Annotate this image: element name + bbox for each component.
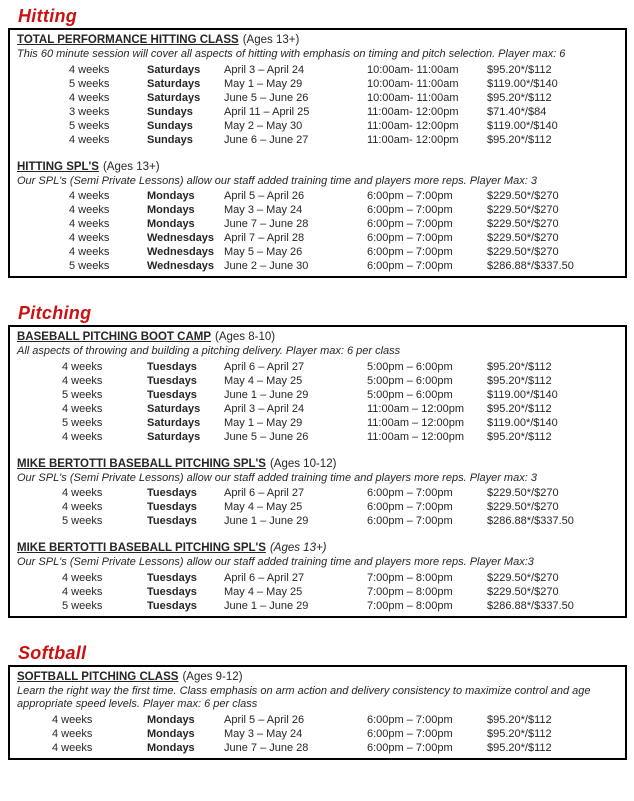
cell-dates: April 5 – April 26 <box>224 190 305 202</box>
cell-dates: June 2 – June 30 <box>224 260 309 272</box>
table-row <box>14 231 621 245</box>
schedule-rows <box>14 360 621 444</box>
cell-day: Sundays <box>147 105 193 118</box>
class-block <box>14 670 621 755</box>
cell-price: $229.50*/$270 <box>487 246 559 258</box>
cell-day: Mondays <box>147 204 195 216</box>
cell-dates: May 2 – May 30 <box>224 119 303 132</box>
cell-dates: May 1 – May 29 <box>224 416 303 429</box>
cell-day: Saturdays <box>147 430 201 443</box>
cell-time: 5:00pm – 6:00pm <box>367 388 453 401</box>
class-title: SOFTBALL PITCHING CLASS <box>17 670 179 683</box>
table-row <box>14 514 621 528</box>
cell-day: Saturdays <box>147 77 201 90</box>
class-block <box>14 160 621 274</box>
schedule-rows <box>14 486 621 528</box>
class-box-pitching <box>8 325 627 618</box>
table-row <box>14 585 621 599</box>
cell-time: 6:00pm – 7:00pm <box>367 713 453 726</box>
cell-price: $286.88*/$337.50 <box>487 515 574 527</box>
class-description: Learn the right way the first time. Class emphasis on arm action and delivery consistency to maximize control and age appropriate speed levels. Player max: 6 per class <box>17 684 591 710</box>
cell-weeks: 4 weeks <box>62 571 103 584</box>
table-row <box>14 713 621 727</box>
cell-price: $119.00*/$140 <box>487 388 558 401</box>
cell-price: $286.88*/$337.50 <box>487 260 574 272</box>
cell-weeks: 4 weeks <box>69 232 110 244</box>
class-title-line <box>14 33 621 48</box>
table-row <box>14 486 621 500</box>
cell-price: $229.50*/$270 <box>487 190 559 202</box>
cell-price: $95.20*/$112 <box>487 374 552 387</box>
cell-day: Saturdays <box>147 63 201 76</box>
cell-dates: April 6 – April 27 <box>224 360 305 373</box>
cell-day: Tuesdays <box>147 374 197 387</box>
class-title: MIKE BERTOTTI BASEBALL PITCHING SPL'S <box>17 457 266 470</box>
cell-dates: May 1 – May 29 <box>224 77 303 90</box>
schedule-rows <box>14 713 621 755</box>
cell-time: 11:00am – 12:00pm <box>367 430 465 443</box>
section-hitting <box>8 6 627 278</box>
cell-day: Tuesdays <box>147 487 197 499</box>
cell-dates: June 1 – June 29 <box>224 388 309 401</box>
cell-day: Tuesdays <box>147 599 197 612</box>
class-title: BASEBALL PITCHING BOOT CAMP <box>17 331 212 343</box>
cell-time: 11:00am- 12:00pm <box>367 119 459 132</box>
table-row <box>14 388 621 402</box>
cell-price: $119.00*/$140 <box>487 77 558 90</box>
cell-day: Tuesdays <box>147 501 197 513</box>
table-row <box>14 430 621 444</box>
cell-day: Mondays <box>147 190 195 202</box>
cell-price: $286.88*/$337.50 <box>487 599 574 612</box>
class-title: HITTING SPL'S <box>17 160 99 173</box>
cell-weeks: 4 weeks <box>69 204 110 216</box>
cell-weeks: 4 weeks <box>62 585 103 598</box>
cell-price: $95.20*/$112 <box>487 360 552 373</box>
cell-dates: June 1 – June 29 <box>224 599 309 612</box>
cell-time: 6:00pm – 7:00pm <box>367 741 453 754</box>
cell-time: 7:00pm – 8:00pm <box>367 571 453 584</box>
schedule-rows <box>14 571 621 613</box>
class-title-line <box>14 670 621 685</box>
cell-time: 11:00am- 12:00pm <box>367 133 459 146</box>
class-box-hitting <box>8 28 627 278</box>
class-ages: (Ages 9-12) <box>182 670 243 683</box>
cell-weeks: 4 weeks <box>69 190 110 202</box>
cell-price: $229.50*/$270 <box>487 501 559 513</box>
class-ages: (Ages 13+) <box>242 34 300 46</box>
cell-time: 10:00am- 11:00am <box>367 77 459 90</box>
cell-weeks: 5 weeks <box>69 260 110 272</box>
schedule-rows <box>14 63 621 147</box>
class-title-line <box>14 330 621 345</box>
cell-time: 6:00pm – 7:00pm <box>367 246 453 258</box>
cell-dates: June 6 – June 27 <box>224 133 309 146</box>
cell-weeks: 4 weeks <box>69 63 110 76</box>
cell-dates: April 11 – April 25 <box>224 105 310 118</box>
cell-price: $95.20*/$112 <box>487 402 552 415</box>
table-row <box>14 500 621 514</box>
table-row <box>14 599 621 613</box>
cell-price: $229.50*/$270 <box>487 232 559 244</box>
table-row <box>14 105 621 119</box>
cell-weeks: 4 weeks <box>69 133 110 146</box>
cell-dates: May 4 – May 25 <box>224 501 303 513</box>
cell-weeks: 4 weeks <box>52 727 93 740</box>
cell-weeks: 5 weeks <box>69 77 110 90</box>
cell-dates: May 5 – May 26 <box>224 246 303 258</box>
class-box-softball <box>8 665 627 760</box>
class-block <box>14 541 621 613</box>
cell-price: $95.20*/$112 <box>487 713 552 726</box>
table-row <box>14 217 621 231</box>
cell-time: 10:00am- 11:00am <box>367 63 459 76</box>
class-title-line <box>14 457 621 472</box>
cell-day: Saturdays <box>147 402 201 415</box>
cell-weeks: 4 weeks <box>62 374 103 387</box>
cell-day: Tuesdays <box>147 388 197 401</box>
table-row <box>14 741 621 755</box>
table-row <box>14 91 621 105</box>
class-title: MIKE BERTOTTI BASEBALL PITCHING SPL'S <box>17 542 266 554</box>
section-heading-softball: Softball <box>18 642 87 663</box>
table-row <box>14 416 621 430</box>
cell-price: $229.50*/$270 <box>487 204 559 216</box>
cell-price: $119.00*/$140 <box>487 119 558 132</box>
table-row <box>14 245 621 259</box>
cell-day: Wednesdays <box>147 260 215 272</box>
cell-weeks: 5 weeks <box>62 388 103 401</box>
cell-price: $71.40*/$84 <box>487 105 547 118</box>
cell-day: Wednesdays <box>147 232 215 244</box>
cell-price: $95.20*/$112 <box>487 63 552 76</box>
cell-dates: May 3 – May 24 <box>224 727 303 740</box>
cell-day: Tuesdays <box>147 360 197 373</box>
table-row <box>14 402 621 416</box>
cell-dates: April 3 – April 24 <box>224 402 305 415</box>
cell-day: Tuesdays <box>147 571 197 584</box>
cell-weeks: 5 weeks <box>69 119 110 132</box>
cell-price: $95.20*/$112 <box>487 430 552 443</box>
cell-price: $119.00*/$140 <box>487 416 558 429</box>
cell-dates: May 3 – May 24 <box>224 204 303 216</box>
cell-time: 11:00am – 12:00pm <box>367 402 465 415</box>
cell-time: 7:00pm – 8:00pm <box>367 585 453 598</box>
cell-time: 6:00pm – 7:00pm <box>367 190 453 202</box>
cell-time: 6:00pm – 7:00pm <box>367 204 453 216</box>
class-description: This 60 minute session will cover all aspects of hitting with emphasis on timing and pitch selection. Player max: 6 <box>17 48 566 60</box>
cell-price: $229.50*/$270 <box>487 218 559 230</box>
cell-weeks: 4 weeks <box>69 246 110 258</box>
cell-dates: June 5 – June 26 <box>224 91 309 104</box>
cell-day: Mondays <box>147 727 195 740</box>
section-pitching <box>8 303 627 618</box>
cell-day: Tuesdays <box>147 515 197 527</box>
section-heading-pitching: Pitching <box>18 303 92 323</box>
cell-day: Mondays <box>147 218 195 230</box>
class-ages: (Ages 13+) <box>102 160 160 173</box>
cell-weeks: 5 weeks <box>62 515 103 527</box>
cell-time: 11:00am – 12:00pm <box>367 416 465 429</box>
class-block <box>14 330 621 444</box>
table-row <box>14 259 621 273</box>
class-title-line <box>14 160 621 175</box>
table-row <box>14 374 621 388</box>
cell-weeks: 4 weeks <box>52 713 93 726</box>
class-ages: (Ages 13+) <box>269 542 327 554</box>
cell-price: $229.50*/$270 <box>487 487 559 499</box>
class-block <box>14 33 621 147</box>
class-description: Our SPL's (Semi Private Lessons) allow our staff added training time and players more reps. Player Max: 3 <box>17 174 537 187</box>
table-row <box>14 727 621 741</box>
cell-time: 6:00pm – 7:00pm <box>367 487 453 499</box>
cell-time: 6:00pm – 7:00pm <box>367 515 453 527</box>
cell-time: 5:00pm – 6:00pm <box>367 360 453 373</box>
section-heading-hitting: Hitting <box>18 6 78 26</box>
cell-time: 6:00pm – 7:00pm <box>367 727 453 740</box>
cell-time: 6:00pm – 7:00pm <box>367 232 453 244</box>
cell-price: $95.20*/$112 <box>487 133 552 146</box>
class-ages: (Ages 8-10) <box>215 331 276 343</box>
cell-weeks: 5 weeks <box>62 599 103 612</box>
cell-weeks: 4 weeks <box>62 360 103 373</box>
cell-weeks: 3 weeks <box>69 105 110 118</box>
table-row <box>14 189 621 203</box>
cell-weeks: 4 weeks <box>52 741 93 754</box>
cell-time: 5:00pm – 6:00pm <box>367 374 453 387</box>
cell-price: $95.20*/$112 <box>487 727 552 740</box>
table-row <box>14 119 621 133</box>
class-title-line <box>14 541 621 556</box>
cell-time: 7:00pm – 8:00pm <box>367 599 453 612</box>
cell-dates: May 4 – May 25 <box>224 585 303 598</box>
table-row <box>14 203 621 217</box>
table-row <box>14 77 621 91</box>
cell-weeks: 4 weeks <box>62 487 103 499</box>
cell-dates: June 1 – June 29 <box>224 515 309 527</box>
cell-day: Sundays <box>147 133 193 146</box>
cell-weeks: 4 weeks <box>69 91 110 104</box>
cell-day: Saturdays <box>147 91 201 104</box>
class-description: All aspects of throwing and building a pitching delivery. Player max: 6 per class <box>17 345 401 357</box>
cell-day: Saturdays <box>147 416 201 429</box>
cell-day: Wednesdays <box>147 246 215 258</box>
cell-weeks: 4 weeks <box>69 218 110 230</box>
cell-dates: April 7 – April 28 <box>224 232 305 244</box>
cell-dates: April 6 – April 27 <box>224 487 305 499</box>
cell-dates: April 5 – April 26 <box>224 713 305 726</box>
cell-time: 6:00pm – 7:00pm <box>367 501 453 513</box>
cell-dates: June 7 – June 28 <box>224 741 309 754</box>
cell-dates: April 3 – April 24 <box>224 63 305 76</box>
cell-price: $229.50*/$270 <box>487 571 559 584</box>
cell-price: $95.20*/$112 <box>487 741 552 754</box>
cell-weeks: 4 weeks <box>62 501 103 513</box>
class-description: Our SPL's (Semi Private Lessons) allow our staff added training time and players more reps. Player max: 3 <box>17 471 537 484</box>
cell-dates: May 4 – May 25 <box>224 374 303 387</box>
cell-dates: June 7 – June 28 <box>224 218 309 230</box>
cell-weeks: 5 weeks <box>62 416 103 429</box>
cell-day: Mondays <box>147 713 195 726</box>
cell-price: $95.20*/$112 <box>487 91 552 104</box>
table-row <box>14 360 621 374</box>
class-description: Our SPL's (Semi Private Lessons) allow our staff added training time and players more reps. Player Max:3 <box>17 556 534 568</box>
cell-dates: April 6 – April 27 <box>224 571 305 584</box>
cell-day: Sundays <box>147 119 193 132</box>
class-block <box>14 457 621 529</box>
cell-day: Mondays <box>147 741 195 754</box>
table-row <box>14 133 621 147</box>
cell-price: $229.50*/$270 <box>487 585 559 598</box>
cell-time: 6:00pm – 7:00pm <box>367 218 453 230</box>
cell-time: 6:00pm – 7:00pm <box>367 260 453 272</box>
cell-weeks: 4 weeks <box>62 402 103 415</box>
section-softball <box>8 643 627 760</box>
schedule-rows <box>14 189 621 273</box>
cell-time: 11:00am- 12:00pm <box>367 105 459 118</box>
class-title: TOTAL PERFORMANCE HITTING CLASS <box>17 34 239 46</box>
cell-day: Tuesdays <box>147 585 197 598</box>
cell-dates: June 5 – June 26 <box>224 430 309 443</box>
table-row <box>14 63 621 77</box>
cell-time: 10:00am- 11:00am <box>367 91 459 104</box>
class-ages: (Ages 10-12) <box>269 457 337 470</box>
cell-weeks: 4 weeks <box>62 430 103 443</box>
table-row <box>14 571 621 585</box>
